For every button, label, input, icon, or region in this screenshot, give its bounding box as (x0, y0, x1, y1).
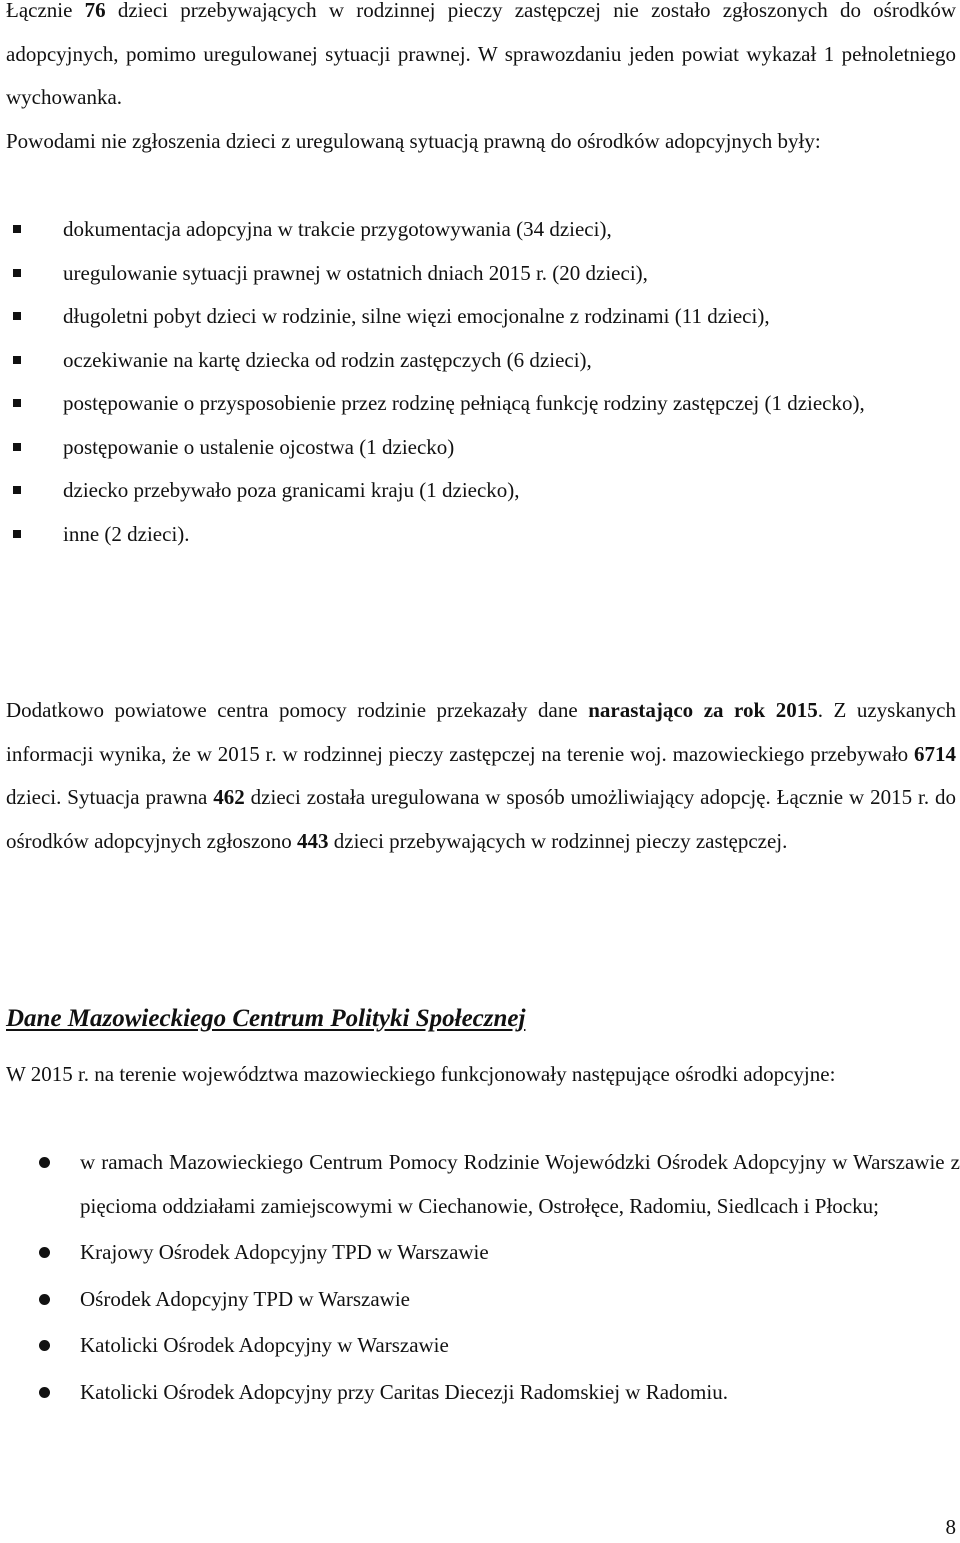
square-bullet-icon (13, 269, 21, 277)
list-item (36, 1231, 960, 1275)
list-item (36, 1278, 960, 1322)
intro-text-start: Łącznie (6, 0, 85, 22)
square-bullet-icon (13, 225, 21, 233)
list-item-text: długoletni pobyt dzieci w rodzinie, silne więzi emocjonalne z rodzinami (11 dzieci), (63, 304, 770, 328)
list-item-text: Ośrodek Adopcyjny TPD w Warszawie (80, 1286, 410, 1311)
list-item-text: Katolicki Ośrodek Adopcyjny w Warszawie (80, 1333, 449, 1357)
summary-bold-period: narastająco za rok 2015 (588, 698, 818, 722)
list-item-text: postępowanie o przysposobienie przez rodzinę pełniącą funkcję rodziny zastępczej (1 dziecko), (63, 391, 865, 415)
round-bullet-icon (39, 1157, 50, 1168)
summary-text-4: dzieci została uregulowana w sposób umożliwiający adopcję. Łącznie w 2015 r. do ośrodków adopcyjnych zgłoszono (6, 785, 957, 853)
list-item (10, 339, 940, 383)
square-bullet-icon (13, 356, 21, 364)
list-item-text: dokumentacja adopcyjna w trakcie przygotowywania (34 dzieci), (63, 217, 612, 241)
square-bullet-icon (13, 486, 21, 494)
list-item (10, 295, 940, 339)
summary-text-1: Dodatkowo powiatowe centra pomocy rodzinie przekazały dane (6, 698, 589, 722)
list-item (10, 252, 940, 296)
page-number: 8 (945, 1515, 956, 1539)
list-item (36, 1324, 960, 1368)
list-item-text: inne (2 dzieci). (63, 521, 190, 546)
reasons-intro-paragraph: Powodami nie zgłoszenia dzieci z uregulowaną sytuacją prawną do ośrodków adopcyjnych były: (6, 129, 821, 153)
list-item (10, 513, 940, 557)
square-bullet-icon (13, 443, 21, 451)
section-intro-paragraph: W 2015 r. na terenie województwa mazowieckiego funkcjonowały następujące ośrodki adopcyjne: (6, 1062, 836, 1086)
reasons-list (10, 208, 940, 556)
summary-text-5: dzieci przebywających w rodzinnej pieczy zastępczej. (328, 828, 788, 853)
summary-text-2: . Z uzyskanych informacji wynika, że w 2015 r. w rodzinnej pieczy zastępczej na terenie woj. mazowieckiego przebywało (6, 698, 956, 766)
adoption-centers-list (36, 1141, 960, 1417)
square-bullet-icon (13, 399, 21, 407)
list-item-text: Katolicki Ośrodek Adopcyjny przy Caritas Diecezji Radomskiej w Radomiu. (80, 1379, 728, 1404)
list-item (10, 469, 940, 513)
section-heading: Dane Mazowieckiego Centrum Polityki Społecznej (6, 1005, 526, 1032)
summary-count-462: 462 (213, 785, 245, 809)
intro-count-76: 76 (84, 0, 106, 22)
square-bullet-icon (13, 312, 21, 320)
summary-count-443: 443 (297, 828, 329, 853)
list-item (10, 382, 940, 426)
list-item (10, 208, 940, 252)
round-bullet-icon (39, 1387, 50, 1398)
list-item-text: w ramach Mazowieckiego Centrum Pomocy Rodzinie Wojewódzki Ośrodek Adopcyjny w Warszawie z pięcioma oddziałami zamiejscowymi w Ciechanowie, Ostrołęce, Radomiu, Siedlcach i Płocku; (80, 1150, 960, 1218)
list-item (10, 426, 940, 470)
intro-text-rest: dzieci przebywających w rodzinnej pieczy zastępczej nie zostało zgłoszonych do ośrodków adopcyjnych, pomimo uregulowanej sytuacji prawnej. W sprawozdaniu jeden powiat wykazał 1 pełnoletniego wychowanka. (6, 0, 956, 109)
list-item (36, 1141, 960, 1228)
summary-text-3: dzieci. Sytuacja prawna (6, 785, 214, 809)
round-bullet-icon (39, 1247, 50, 1258)
square-bullet-icon (13, 530, 21, 538)
round-bullet-icon (39, 1340, 50, 1351)
list-item-text: dziecko przebywało poza granicami kraju (1 dziecko), (63, 478, 520, 502)
summary-count-6714: 6714 (914, 741, 956, 766)
intro-paragraph (6, 0, 956, 120)
list-item-text: Krajowy Ośrodek Adopcyjny TPD w Warszawie (80, 1240, 489, 1264)
round-bullet-icon (39, 1294, 50, 1305)
list-item-text: oczekiwanie na kartę dziecka od rodzin zastępczych (6 dzieci), (63, 347, 592, 372)
list-item (36, 1371, 960, 1415)
list-item-text: postępowanie o ustalenie ojcostwa (1 dziecko) (63, 434, 455, 459)
summary-paragraph (6, 689, 956, 863)
list-item-text: uregulowanie sytuacji prawnej w ostatnich dniach 2015 r. (20 dzieci), (63, 260, 648, 285)
